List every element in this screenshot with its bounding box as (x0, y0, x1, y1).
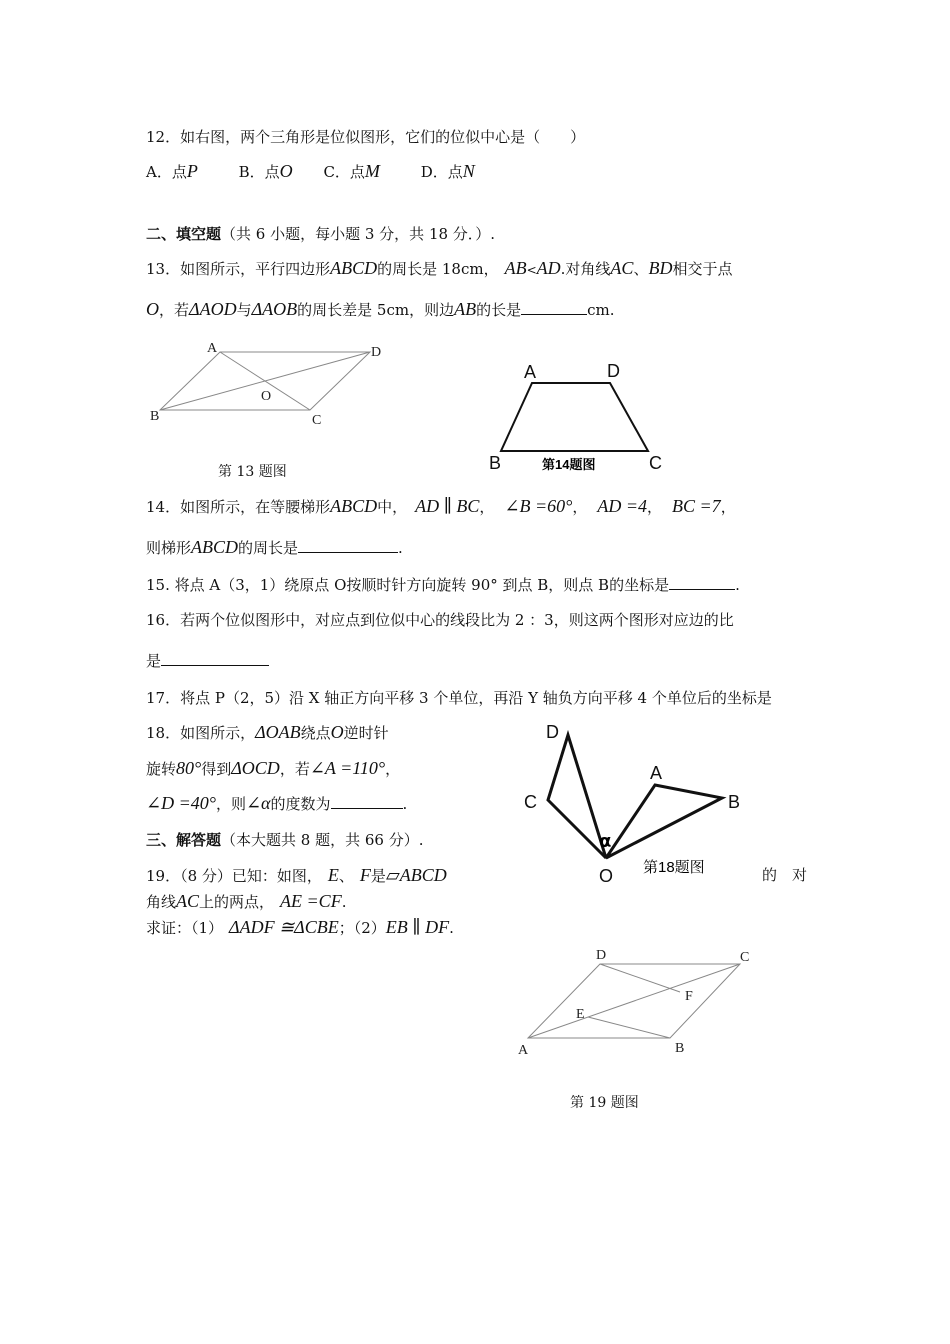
section-3-heading (146, 829, 424, 851)
q19-line3 (146, 916, 454, 939)
text: 的周长是 (238, 539, 299, 557)
option-c: C．点 (323, 163, 365, 181)
math: BC =7 (672, 496, 721, 516)
q17: 17．将点 P（2，5）沿 X 轴正方向平移 3 个单位，再沿 Y 轴负方向平移 4 个单位后的坐标是 (146, 689, 772, 707)
fig18-triangle-ocd (548, 735, 606, 858)
fig14-label-c: C (649, 453, 662, 473)
fig14-label-a: A (524, 362, 537, 382)
answer-blank[interactable] (298, 538, 398, 553)
fig14-outline (501, 383, 648, 451)
fig14-trapezoid (480, 358, 680, 478)
text: 则梯形 (146, 539, 192, 557)
fig14-caption: 第14题图 (542, 457, 596, 472)
fig19-segment-df (600, 964, 680, 992)
math: ABCD (330, 496, 378, 516)
q12-options (146, 160, 475, 183)
text: ， (647, 498, 663, 516)
text: 是 (146, 652, 162, 670)
text: ， (720, 498, 736, 516)
q14-line2 (146, 536, 403, 559)
fig18-label-alpha: α (599, 831, 612, 852)
math: AD =4 (597, 496, 648, 516)
section-3-title: 三、解答题 (146, 831, 222, 849)
text: 求证：（1） (146, 919, 224, 937)
fig14-label-d: D (607, 361, 620, 381)
text: 18．如图所示， (146, 724, 256, 742)
text: 逆时针 (343, 724, 389, 742)
text: 的长是 (476, 301, 522, 319)
math: EB ∥ DF (385, 917, 450, 937)
text: ， (479, 498, 495, 516)
text: 14．如图所示，在等腰梯形 (146, 498, 331, 516)
fig18-label-o: O (599, 866, 614, 886)
q16-line2 (146, 650, 269, 672)
text: . (341, 893, 347, 911)
section-3-desc: （本大题共 8 题，共 66 分）. (221, 831, 424, 849)
option-b-value: O (279, 161, 293, 181)
text: 中， (377, 498, 408, 516)
fig18-label-c: C (524, 792, 537, 812)
math: ΔAOB (251, 299, 298, 319)
text: 与 (236, 301, 252, 319)
fig13-label-c: C (312, 413, 322, 428)
math: ΔAOD (189, 299, 237, 319)
answer-blank[interactable] (161, 651, 269, 666)
answer-blank[interactable] (521, 300, 587, 315)
fig19-label-b: B (675, 1041, 685, 1056)
fig13-caption: 第 13 题图 (218, 464, 287, 480)
math: AB (504, 258, 527, 278)
fig19-label-c: C (740, 950, 750, 965)
math: AE =CF (280, 891, 342, 911)
text: . (449, 919, 454, 937)
text: . (398, 539, 403, 557)
fig18-caption: 第18题图 (643, 859, 705, 876)
math: AC (176, 891, 200, 911)
fig18-label-d: D (546, 722, 559, 742)
text: ，若 (159, 301, 190, 319)
text: ， (385, 760, 401, 778)
q19-line1 (146, 864, 447, 887)
q13-line2 (146, 298, 615, 321)
fig19-diagonal-ac (528, 964, 740, 1038)
math: ΔADF ≅ΔCBE (229, 917, 339, 937)
option-b: B．点 (238, 163, 280, 181)
text: . (735, 576, 740, 594)
text: 的周长差是 5cm，则边 (297, 301, 455, 319)
text: 相交于点 (672, 260, 733, 278)
math: ▱ABCD (385, 865, 447, 885)
math: 80° (176, 758, 202, 778)
fig18-label-a: A (650, 763, 663, 783)
math: O (146, 299, 159, 319)
option-d-value: N (462, 161, 475, 181)
fig13-label-a: A (207, 341, 218, 356)
math: ∠B =60° (504, 496, 573, 516)
fig19-segment-eb (588, 1017, 670, 1038)
text: < (526, 263, 537, 277)
fig19-label-a: A (518, 1043, 529, 1058)
math: E (327, 865, 339, 885)
text: 上的两点， (199, 893, 275, 911)
q16-line1: 16．若两个位似图形中，对应点到位似中心的线段比为 2 ：3，则这两个图形对应边的比 (146, 611, 734, 629)
answer-blank[interactable] (669, 575, 735, 590)
q15 (146, 574, 740, 596)
text: 19．（8 分）已知：如图， (146, 867, 322, 885)
math: ΔOAB (255, 722, 301, 742)
text: 的度数为 (270, 795, 331, 813)
text: 、 (338, 867, 354, 885)
math: AC (610, 258, 634, 278)
math: ΔOCD (231, 758, 280, 778)
fig19-caption: 第 19 题图 (570, 1095, 639, 1111)
text: .对角线 (560, 260, 611, 278)
option-a: A．点 (146, 163, 187, 181)
text: 15. 将点 A（3，1）绕原点 O按顺时针方向旋转 90° 到点 B，则点 B的坐标是 (146, 576, 670, 594)
text: 的周长是 18cm， (377, 260, 499, 278)
math: ABCD (191, 537, 239, 557)
math: O (330, 722, 344, 742)
math: AD (536, 258, 561, 278)
fig13-label-d: D (371, 345, 382, 360)
math: ∠α (245, 793, 271, 813)
q18-line2 (146, 757, 400, 780)
math: AD ∥ BC (415, 496, 480, 516)
fig18-rotation (510, 715, 760, 890)
math: F (359, 865, 371, 885)
text: 、 (633, 260, 649, 278)
fig13-parallelogram (140, 336, 400, 436)
text: 角线 (146, 893, 177, 911)
fig19-label-f: F (685, 989, 693, 1004)
text: ，则 (215, 795, 246, 813)
math: BD (648, 258, 673, 278)
fig19-label-e: E (576, 1007, 585, 1022)
text: ，若 (279, 760, 310, 778)
fig13-label-o: O (261, 389, 272, 404)
fig14-label-b: B (489, 453, 502, 473)
option-d: D．点 (420, 163, 463, 181)
text: 得到 (201, 760, 232, 778)
fig18-label-b: B (728, 792, 741, 812)
fig19-parallelogram (510, 940, 770, 1060)
option-c-value: M (364, 161, 380, 181)
fig18-triangle-oab (606, 785, 722, 858)
text: 绕点 (300, 724, 331, 742)
math: ∠A =110° (309, 758, 386, 778)
text: 旋转 (146, 760, 177, 778)
text: ， (572, 498, 588, 516)
q12-stem: 12．如右图，两个三角形是位似图形，它们的位似中心是（ ） (146, 128, 586, 146)
text: ；（2） (338, 919, 386, 937)
fig13-label-b: B (150, 409, 160, 424)
text: 是 (370, 867, 386, 885)
q14-line1 (146, 495, 736, 518)
math: AB (454, 299, 477, 319)
math: ∠D =40° (146, 793, 216, 813)
section-2-heading (146, 223, 495, 245)
q19-line1-tail: 的 对 (762, 866, 808, 884)
text: cm. (587, 301, 615, 319)
section-2-title: 二、填空题 (146, 225, 222, 243)
math: ABCD (330, 258, 378, 278)
q18-line1 (146, 721, 389, 744)
q19-line2 (146, 890, 346, 913)
answer-blank[interactable] (331, 794, 403, 809)
section-2-desc: （共 6 小题，每小题 3 分，共 18 分．）. (221, 225, 496, 243)
text: . (402, 795, 408, 813)
text: 13．如图所示，平行四边形 (146, 260, 331, 278)
q18-line3 (146, 792, 407, 815)
fig19-label-d: D (596, 948, 607, 963)
option-a-value: P (186, 161, 198, 181)
q13-line1 (146, 257, 732, 281)
